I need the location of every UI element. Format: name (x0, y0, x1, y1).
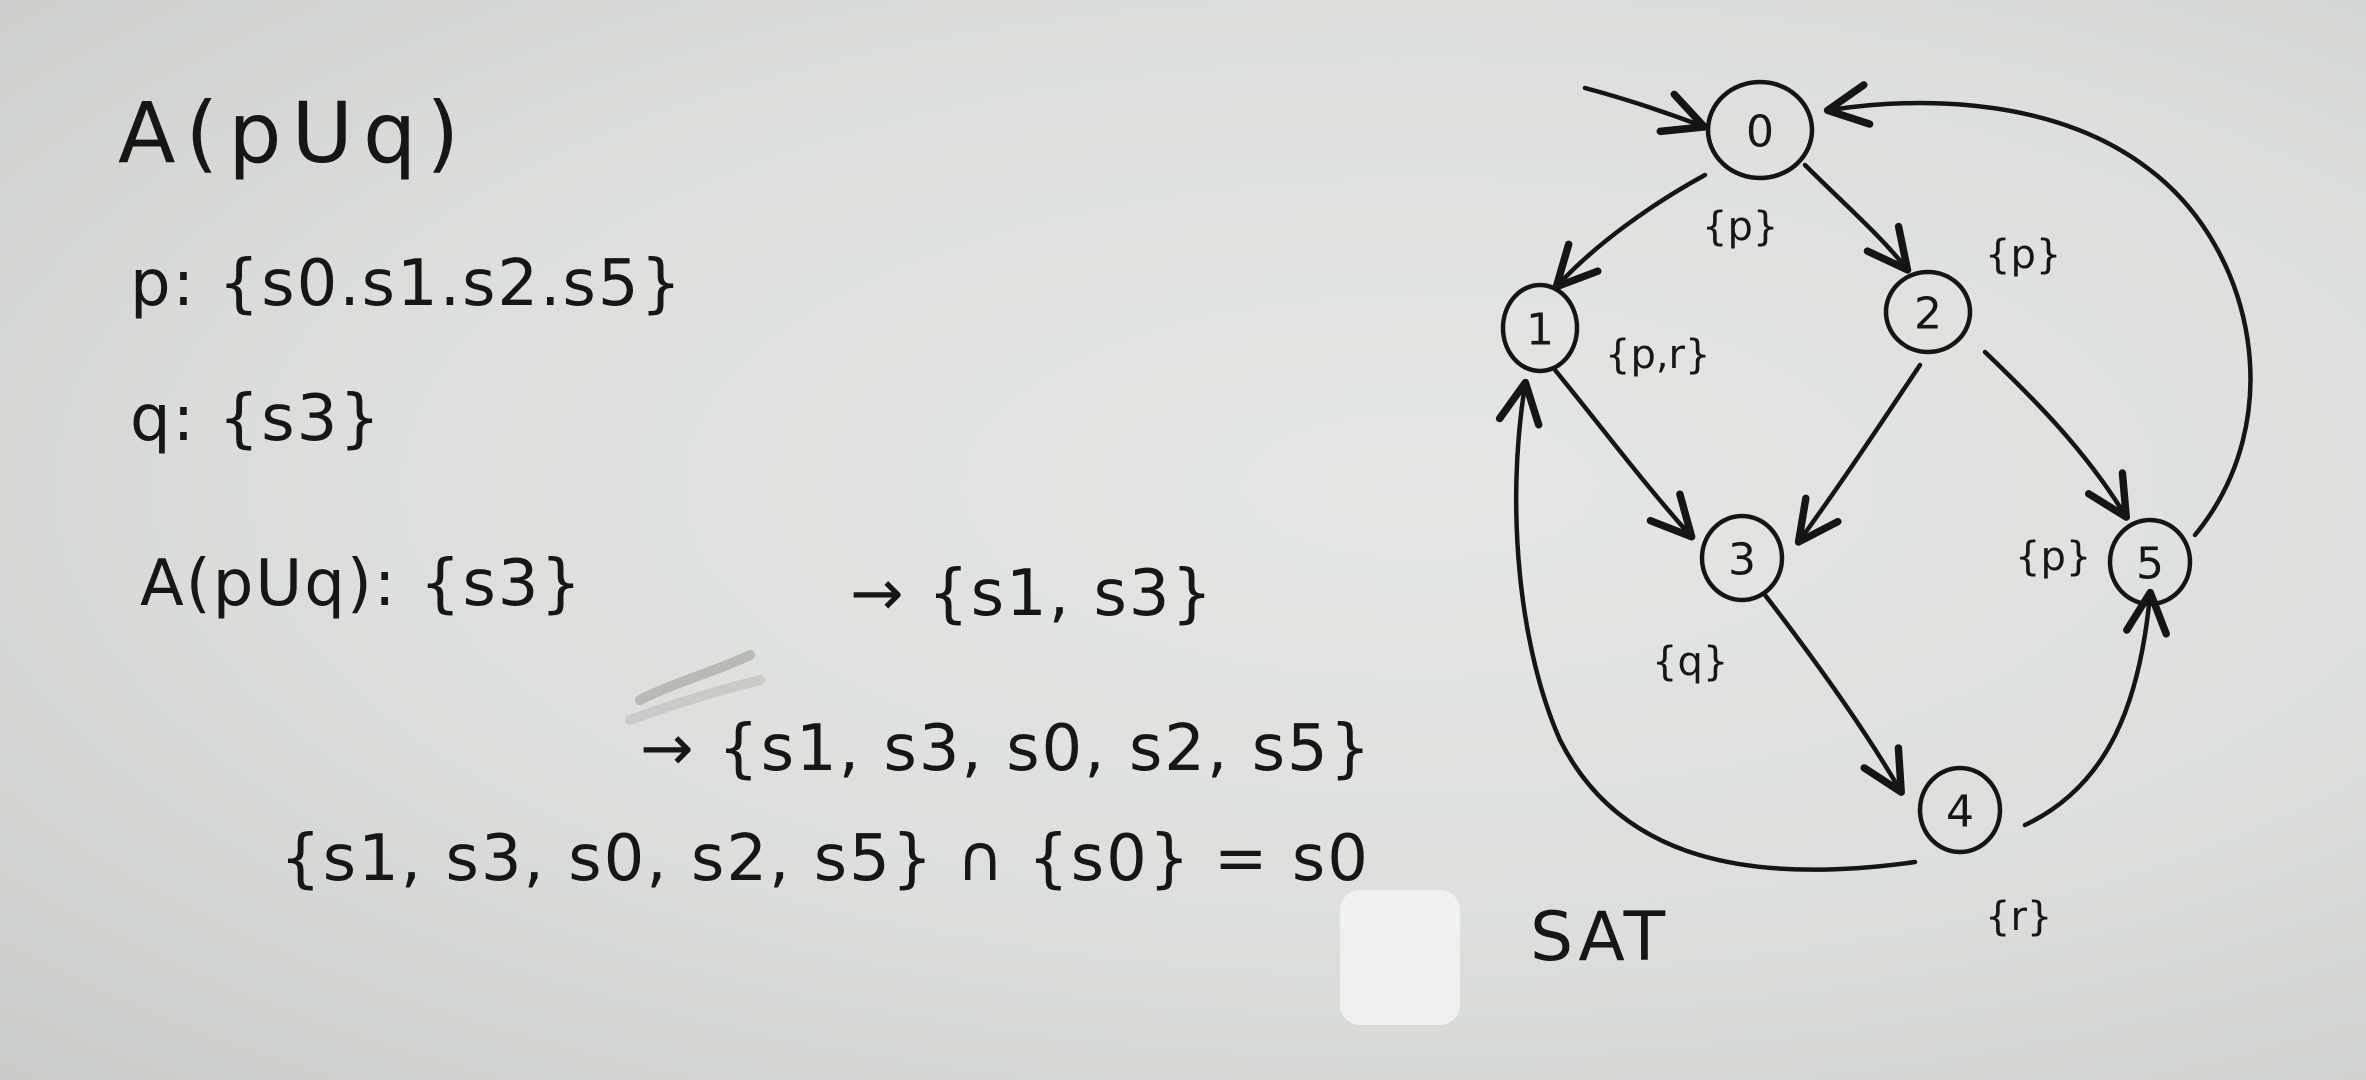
q-label-set: q: {s3} (130, 382, 383, 456)
node-1-set: {p,r} (1605, 332, 1711, 378)
node-0 (1702, 82, 1812, 250)
edge-0-1 (1558, 175, 1705, 285)
node-2-set: {p} (1985, 232, 2062, 278)
node-4-set: {r} (1985, 894, 2053, 940)
edge-2-5 (1985, 352, 2125, 515)
node-5 (2015, 520, 2190, 604)
apq-initial: A(pUq): {s3} (140, 547, 584, 621)
node-0-label: 0 (1746, 106, 1774, 158)
apq-step-2: → {s1, s3, s0, s2, s5} (640, 712, 1373, 786)
node-5-set: {p} (2015, 534, 2092, 580)
node-3-set: {q} (1652, 639, 1729, 685)
edge-0-2 (1805, 165, 1906, 268)
node-3-label: 3 (1728, 534, 1756, 586)
node-2 (1886, 232, 2061, 352)
formula-title: A(pUq) (118, 84, 470, 182)
glare-patch (1340, 890, 1460, 1025)
node-0-set: {p} (1702, 204, 1779, 250)
edge-1-3 (1555, 370, 1690, 535)
node-5-label: 5 (2136, 538, 2164, 590)
derivation (118, 84, 1372, 896)
node-4 (1920, 768, 2052, 940)
sat-verdict: SAT (1530, 898, 1670, 977)
node-1 (1503, 285, 1710, 378)
node-3 (1652, 516, 1782, 685)
edge-3-4 (1765, 595, 1900, 790)
intersection-result: {s1, s3, s0, s2, s5} ∩ {s0} = s0 (280, 822, 1370, 896)
edge-5-0 (1830, 103, 2250, 535)
initial-arrow (1585, 88, 1702, 126)
state-graph (1503, 82, 2250, 977)
p-label-set: p: {s0.s1.s2.s5} (130, 247, 684, 321)
edge-2-3 (1800, 365, 1920, 540)
edge-4-5 (2025, 595, 2150, 825)
node-2-label: 2 (1914, 288, 1942, 340)
node-4-label: 4 (1946, 786, 1974, 838)
apq-step-1: → {s1, s3} (850, 557, 1215, 631)
node-1-label: 1 (1526, 304, 1554, 356)
